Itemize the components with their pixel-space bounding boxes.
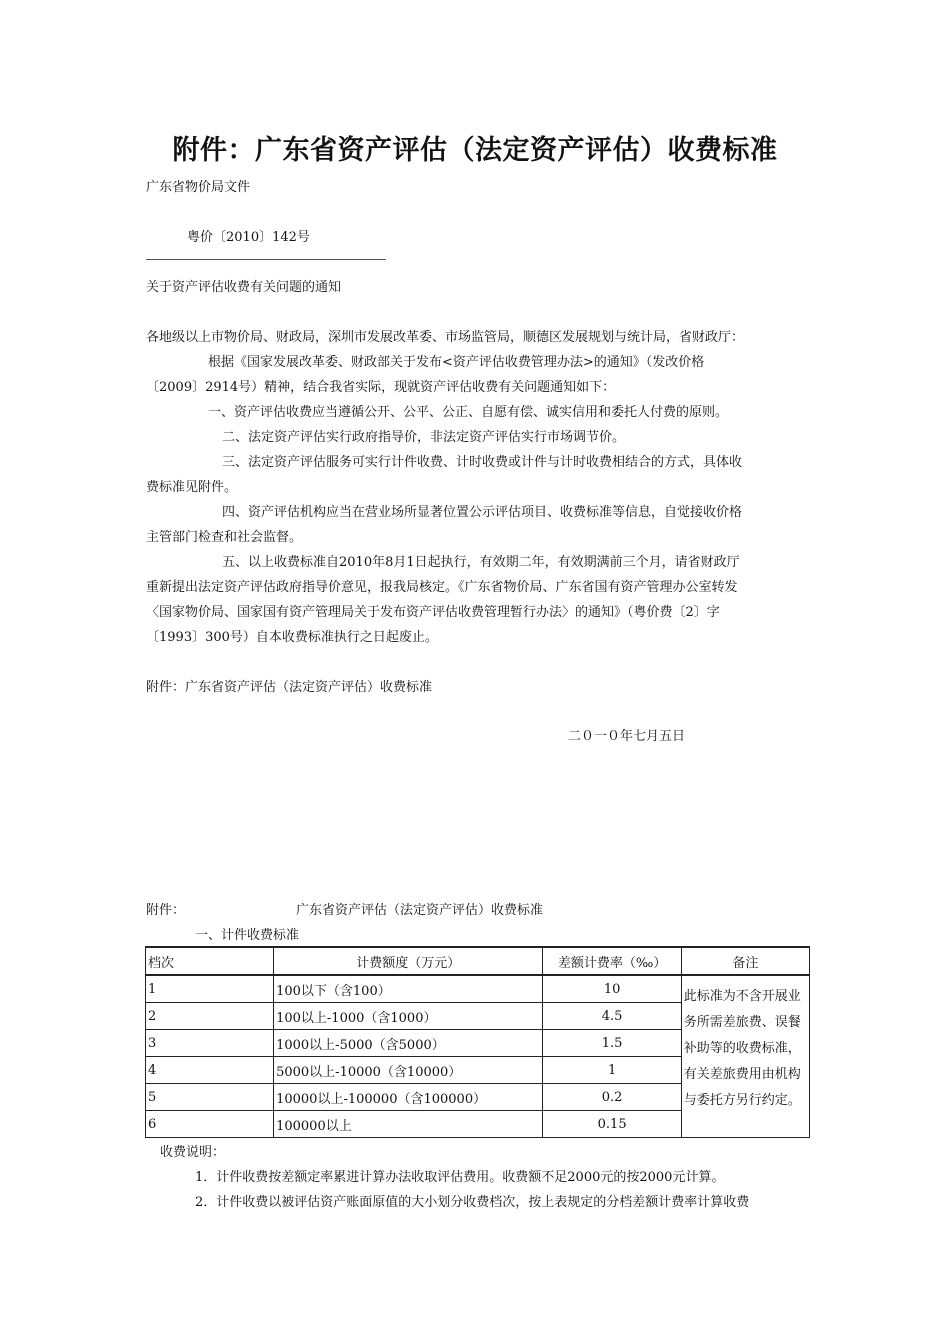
cell-rate: 10 [543,975,681,1003]
item-5-line4: 〔1993〕300号）自本收费标准执行之日起废止。 [146,630,438,645]
cell-rate: 1 [543,1057,681,1084]
fee-notes-title: 收费说明： [160,1145,226,1160]
cell-tier: 5 [146,1084,274,1111]
fee-note-2: 2．计件收费以被评估资产账面原值的大小划分收费档次，按上表规定的分档差额计费率计算收费 [195,1195,750,1210]
attachment-label: 附件： [146,903,186,918]
cell-tier: 4 [146,1057,274,1084]
item-2: 二、法定资产评估实行政府指导价，非法定资产评估实行市场调节价。 [222,430,626,445]
cell-rate: 4.5 [543,1003,681,1030]
header-amount: 计费额度（万元） [274,947,543,975]
cell-amount: 5000以上-10000（含10000） [274,1057,543,1084]
item-3-line1: 三、法定资产评估服务可实行计件收费、计时收费或计件与计时收费相结合的方式，具体收 [222,455,743,470]
cell-tier: 2 [146,1003,274,1030]
cell-tier: 3 [146,1030,274,1057]
item-1: 一、资产评估收费应当遵循公开、公平、公正、自愿有偿、诚实信用和委托人付费的原则。 [208,405,729,420]
item-5-line1: 五、以上收费标准自2010年8月1日起执行，有效期二年，有效期满前三个月，请省财政厅 [222,555,740,570]
table-header-row [146,947,810,975]
header-note: 备注 [681,947,809,975]
cell-amount: 100以上-1000（含1000） [274,1003,543,1030]
cell-rate: 1.5 [543,1030,681,1057]
item-3-line2: 费标准见附件。 [146,480,238,495]
cell-rate: 0.15 [543,1111,681,1138]
item-5-line2: 重新提出法定资产评估政府指导价意见，报我局核定。《广东省物价局、广东省国有资产管理办公室转发 [146,580,738,595]
fee-table [145,946,810,1138]
attachment-title: 广东省资产评估（法定资产评估）收费标准 [296,903,544,918]
cell-tier: 1 [146,975,274,1003]
issue-date: 二０一０年七月五日 [568,729,686,744]
cell-amount: 100000以上 [274,1111,543,1138]
para-basis-line2: 〔2009〕2914号）精神，结合我省实际，现就资产评估收费有关问题通知如下： [146,380,616,395]
doc-number: 粤价〔2010〕142号 [187,230,310,245]
item-4-line1: 四、资产评估机构应当在营业场所显著位置公示评估项目、收费标准等信息，自觉接收价格 [222,505,743,520]
cell-amount: 1000以上-5000（含5000） [274,1030,543,1057]
page-title: 附件：广东省资产评估（法定资产评估）收费标准 [172,135,778,166]
para-basis-line1: 根据《国家发展改革委、财政部关于发布<资产评估收费管理办法>的通知》（发改价格 [208,355,705,370]
header-tier: 档次 [146,947,274,975]
cell-tier: 6 [146,1111,274,1138]
cell-amount: 100以下（含100） [274,975,543,1003]
section-title: 一、计件收费标准 [195,928,300,943]
fee-note-1: 1．计件收费按差额定率累进计算办法收取评估费用。收费额不足2000元的按2000元计算。 [195,1170,725,1185]
header-rate: 差额计费率（‰） [543,947,681,975]
item-4-line2: 主管部门检查和社会监督。 [146,530,303,545]
cell-note: 此标准为不含开展业务所需差旅费、误餐补助等的收费标准，有关差旅费用由机构与委托方另行约定。 [681,975,809,1138]
doc-source: 广东省物价局文件 [146,180,251,195]
notice-title: 关于资产评估收费有关问题的通知 [146,280,342,295]
cell-rate: 0.2 [543,1084,681,1111]
table-row [146,975,810,1003]
recipients: 各地级以上市物价局、财政局，深圳市发展改革委、市场监管局，顺德区发展规划与统计局，省财政厅： [146,330,745,345]
item-5-line3: 〈国家物价局、国家国有资产管理局关于发布资产评估收费管理暂行办法〉的通知》（粤价费〔2〕字 [146,605,720,620]
cell-amount: 10000以上-100000（含100000） [274,1084,543,1111]
separator-line [146,259,386,260]
attachment-reference: 附件：广东省资产评估（法定资产评估）收费标准 [146,680,433,695]
